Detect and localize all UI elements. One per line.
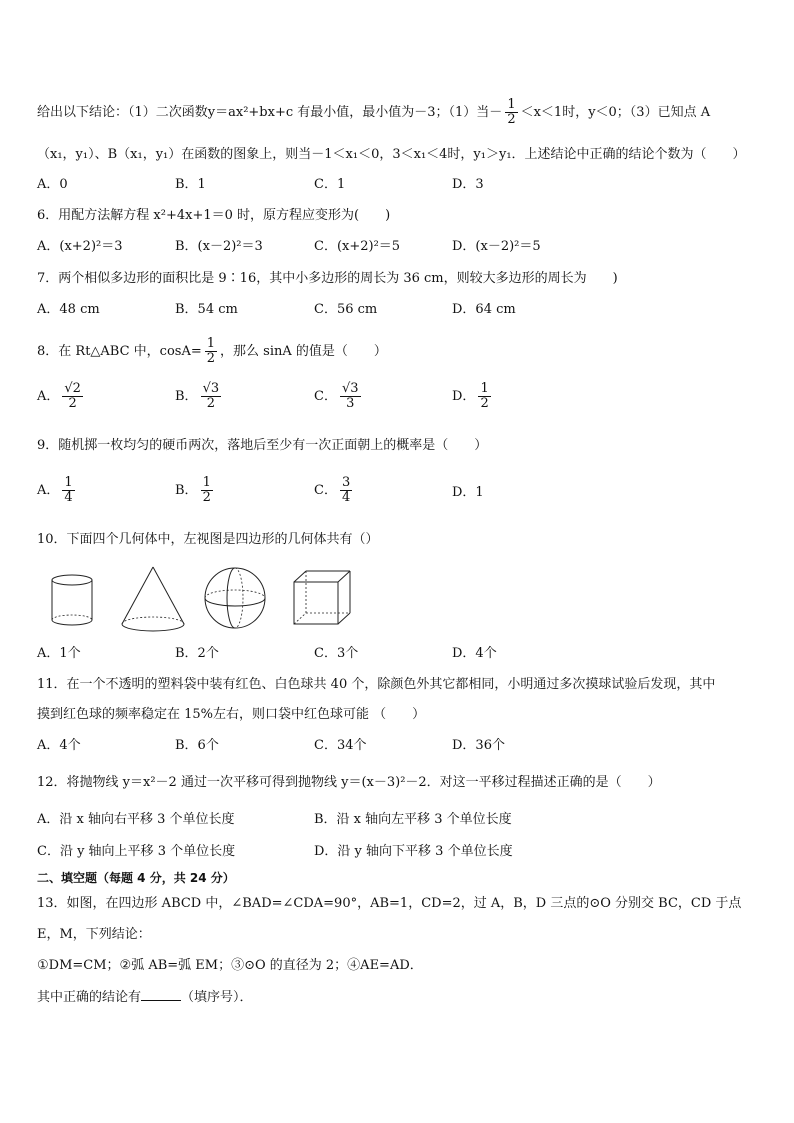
- q8-option-d[interactable]: D． $\frac{1}{2}$: [452, 381, 489, 411]
- q6-option-c[interactable]: C．(x+2)²＝5: [314, 239, 401, 254]
- q10-option-b[interactable]: B．2个: [175, 646, 219, 661]
- q11-option-b[interactable]: B．6个: [175, 738, 219, 753]
- q5-stem-line-1: 给出以下结论：（1）二次函数y＝ax²+bx+c 有最小值，最小值为－3；（1）当－ $\frac{1}{2}$ ＜x＜1时，y＜0；（3）已知点 A: [37, 97, 711, 127]
- q11-stem-line-2: 摸到红色球的频率稳定在 15%左右，则口袋中红色球可能 （ ）: [37, 707, 426, 722]
- q7-option-d[interactable]: D．64 cm: [452, 302, 516, 317]
- sphere-icon: [202, 565, 268, 631]
- q6-option-b[interactable]: B．(x－2)²＝3: [175, 239, 263, 254]
- q12-option-c[interactable]: C．沿 y 轴向上平移 3 个单位长度: [37, 844, 236, 859]
- q12-option-d[interactable]: D．沿 y 轴向下平移 3 个单位长度: [314, 844, 513, 859]
- q7-option-a[interactable]: A．48 cm: [37, 302, 100, 317]
- q5-option-a[interactable]: A．0: [37, 177, 68, 192]
- cone-icon: [118, 564, 188, 634]
- q13-stem-line-2: E，M，下列结论：: [37, 927, 151, 942]
- q12-stem: 12．将抛物线 y＝x²－2 通过一次平移可得到抛物线 y＝(x－3)²－2．对这一平移过程描述正确的是（ ）: [37, 775, 661, 790]
- q8-option-c[interactable]: C． $\frac{√3}{3}$: [314, 381, 359, 411]
- answer-blank[interactable]: [141, 988, 181, 1001]
- q10-stem: 10．下面四个几何体中，左视图是四边形的几何体共有（）: [37, 532, 379, 547]
- q11-option-d[interactable]: D．36个: [452, 738, 505, 753]
- q7-option-b[interactable]: B．54 cm: [175, 302, 238, 317]
- q6-stem: 6．用配方法解方程 x²+4x+1＝0 时，原方程应变形为( ): [37, 208, 391, 223]
- q9-option-d[interactable]: D．1: [452, 485, 484, 500]
- q6-option-a[interactable]: A．(x+2)²＝3: [37, 239, 123, 254]
- q7-option-c[interactable]: C．56 cm: [314, 302, 378, 317]
- cube-icon: [290, 568, 354, 628]
- q7-stem: 7．两个相似多边形的面积比是 9∶16，其中小多边形的周长为 36 cm，则较大多边形的周长为 ): [37, 271, 618, 286]
- q11-option-c[interactable]: C．34个: [314, 738, 367, 753]
- q11-stem-line-1: 11．在一个不透明的塑料袋中装有红色、白色球共 40 个，除颜色外其它都相同，小明通过多次摸球试验后发现，其中: [37, 677, 716, 692]
- q9-stem: 9．随机掷一枚均匀的硬币两次，落地后至少有一次正面朝上的概率是（ ）: [37, 438, 488, 453]
- q5-option-d[interactable]: D．3: [452, 177, 484, 192]
- q9-option-b[interactable]: B． $\frac{1}{2}$: [175, 475, 211, 505]
- q8-option-a[interactable]: A． $\frac{√2}{2}$: [37, 381, 81, 411]
- q8-stem-fraction: $\frac{1}{2}$: [206, 336, 216, 366]
- q5-fraction: $\frac{1}{2}$: [507, 97, 516, 127]
- q5-stem-line-2: （x₁，y₁）、B（x₁，y₁）在函数的图象上，则当－1＜x₁＜0，3＜x₁＜4时，y₁＞y₁．上述结论中正确的结论个数为（ ）: [37, 147, 746, 162]
- cylinder-icon: [48, 572, 98, 628]
- q13-stem-line-4: 其中正确的结论有 （填序号）．: [37, 990, 253, 1005]
- q11-option-a[interactable]: A．4个: [37, 738, 81, 753]
- q9-option-c[interactable]: C． $\frac{3}{4}$: [314, 475, 351, 505]
- q5-option-c[interactable]: C．1: [314, 177, 346, 192]
- q5-option-b[interactable]: B．1: [175, 177, 206, 192]
- q9-option-a[interactable]: A． $\frac{1}{4}$: [37, 475, 73, 505]
- q8-stem: 8．在 Rt△ABC 中，cosA= $\frac{1}{2}$ ，那么 sinA 的值是（ ）: [37, 336, 387, 366]
- section-title: 二、填空题（每题 4 分，共 24 分）: [37, 871, 235, 885]
- q13-stem-line-1: 13．如图，在四边形 ABCD 中，∠BAD=∠CDA=90°，AB=1，CD=2，过 A，B，D 三点的⊙O 分别交 BC，CD 于点: [37, 896, 742, 911]
- q12-option-b[interactable]: B．沿 x 轴向左平移 3 个单位长度: [314, 812, 512, 827]
- q12-option-a[interactable]: A．沿 x 轴向右平移 3 个单位长度: [37, 812, 235, 827]
- q6-option-d[interactable]: D．(x－2)²＝5: [452, 239, 541, 254]
- q10-option-c[interactable]: C．3个: [314, 646, 359, 661]
- q10-option-d[interactable]: D．4个: [452, 646, 497, 661]
- q10-option-a[interactable]: A．1个: [37, 646, 81, 661]
- q8-option-b[interactable]: B． $\frac{√3}{2}$: [175, 381, 220, 411]
- q13-stem-line-3: ①DM=CM；②弧 AB=弧 EM；③⊙O 的直径为 2；④AE=AD．: [37, 958, 423, 973]
